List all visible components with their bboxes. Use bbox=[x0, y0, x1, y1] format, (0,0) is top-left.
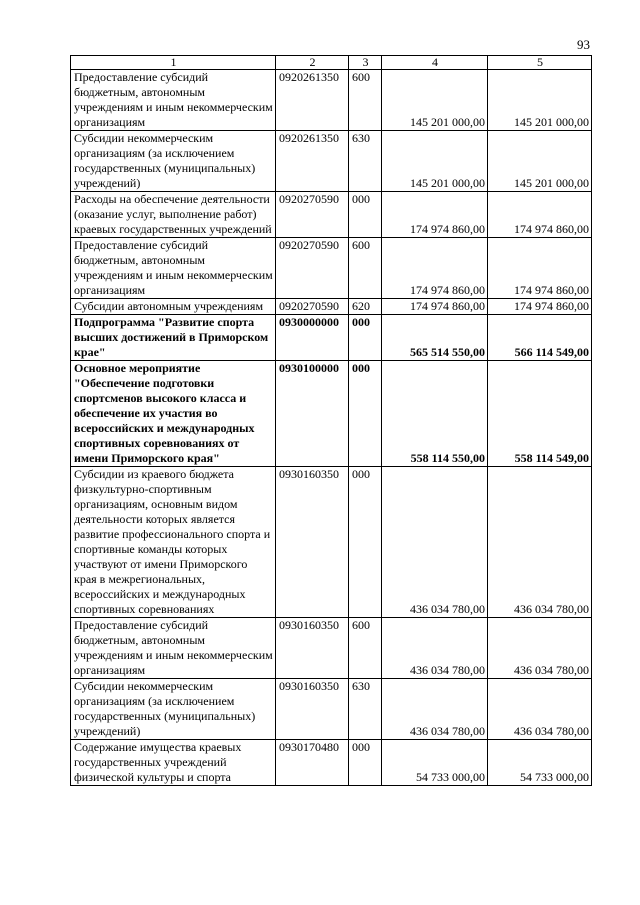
row-type-cell: 600 bbox=[349, 618, 382, 679]
table-row bbox=[71, 192, 592, 238]
row-type-cell: 620 bbox=[349, 299, 382, 315]
column-header: 4 bbox=[382, 56, 488, 70]
table-row bbox=[71, 315, 592, 361]
row-sum1-cell: 565 514 550,00 bbox=[382, 315, 488, 361]
row-code-cell: 0930100000 bbox=[276, 361, 349, 467]
row-type-cell: 630 bbox=[349, 131, 382, 192]
table-row bbox=[71, 70, 592, 131]
row-name-cell: Предоставление субсидий бюджетным, автономным учреждениям и иным некоммерческим организациям bbox=[71, 70, 276, 131]
row-name-cell: Подпрограмма "Развитие спорта высших достижений в Приморском крае" bbox=[71, 315, 276, 361]
table-row bbox=[71, 131, 592, 192]
table-row bbox=[71, 467, 592, 618]
row-code-cell: 0930160350 bbox=[276, 679, 349, 740]
row-sum2-cell: 174 974 860,00 bbox=[488, 192, 592, 238]
table-row bbox=[71, 679, 592, 740]
row-sum2-cell: 566 114 549,00 bbox=[488, 315, 592, 361]
row-code-cell: 0920270590 bbox=[276, 299, 349, 315]
row-type-cell: 600 bbox=[349, 238, 382, 299]
row-type-cell: 000 bbox=[349, 315, 382, 361]
table-row bbox=[71, 238, 592, 299]
row-sum1-cell: 174 974 860,00 bbox=[382, 238, 488, 299]
table-row bbox=[71, 361, 592, 467]
row-sum1-cell: 436 034 780,00 bbox=[382, 618, 488, 679]
row-sum1-cell: 436 034 780,00 bbox=[382, 679, 488, 740]
row-code-cell: 0920261350 bbox=[276, 70, 349, 131]
row-sum2-cell: 174 974 860,00 bbox=[488, 299, 592, 315]
table-row bbox=[71, 299, 592, 315]
column-header: 3 bbox=[349, 56, 382, 70]
row-code-cell: 0930000000 bbox=[276, 315, 349, 361]
table-header-row bbox=[71, 56, 592, 70]
row-sum2-cell: 145 201 000,00 bbox=[488, 70, 592, 131]
row-sum2-cell: 436 034 780,00 bbox=[488, 618, 592, 679]
row-sum1-cell: 174 974 860,00 bbox=[382, 299, 488, 315]
row-code-cell: 0930160350 bbox=[276, 467, 349, 618]
column-header: 1 bbox=[71, 56, 276, 70]
row-type-cell: 000 bbox=[349, 467, 382, 618]
row-code-cell: 0920270590 bbox=[276, 238, 349, 299]
row-sum1-cell: 436 034 780,00 bbox=[382, 467, 488, 618]
row-sum2-cell: 436 034 780,00 bbox=[488, 467, 592, 618]
row-name-cell: Субсидии из краевого бюджета физкультурно-спортивным организациям, основным видом деятельности которых является развитие профессионального спорта и спортивные команды которых участвуют от имени Приморского края в межрегиональных, всероссийских и международных спортивных соревнованиях bbox=[71, 467, 276, 618]
row-sum2-cell: 436 034 780,00 bbox=[488, 679, 592, 740]
row-sum1-cell: 145 201 000,00 bbox=[382, 131, 488, 192]
row-name-cell: Содержание имущества краевых государственных учреждений физической культуры и спорта bbox=[71, 740, 276, 786]
row-name-cell: Субсидии автономным учреждениям bbox=[71, 299, 276, 315]
row-type-cell: 000 bbox=[349, 740, 382, 786]
table-row bbox=[71, 618, 592, 679]
column-header: 2 bbox=[276, 56, 349, 70]
row-code-cell: 0930170480 bbox=[276, 740, 349, 786]
row-type-cell: 630 bbox=[349, 679, 382, 740]
row-name-cell: Предоставление субсидий бюджетным, автономным учреждениям и иным некоммерческим организациям bbox=[71, 238, 276, 299]
row-code-cell: 0920261350 bbox=[276, 131, 349, 192]
row-type-cell: 000 bbox=[349, 192, 382, 238]
row-sum1-cell: 174 974 860,00 bbox=[382, 192, 488, 238]
row-code-cell: 0930160350 bbox=[276, 618, 349, 679]
row-name-cell: Расходы на обеспечение деятельности (оказание услуг, выполнение работ) краевых государственных учреждений bbox=[71, 192, 276, 238]
row-name-cell: Субсидии некоммерческим организациям (за исключением государственных (муниципальных) учреждений) bbox=[71, 679, 276, 740]
row-type-cell: 600 bbox=[349, 70, 382, 131]
row-type-cell: 000 bbox=[349, 361, 382, 467]
row-sum2-cell: 54 733 000,00 bbox=[488, 740, 592, 786]
row-sum2-cell: 174 974 860,00 bbox=[488, 238, 592, 299]
row-sum2-cell: 558 114 549,00 bbox=[488, 361, 592, 467]
row-sum1-cell: 54 733 000,00 bbox=[382, 740, 488, 786]
row-code-cell: 0920270590 bbox=[276, 192, 349, 238]
column-header: 5 bbox=[488, 56, 592, 70]
row-name-cell: Предоставление субсидий бюджетным, автономным учреждениям и иным некоммерческим организациям bbox=[71, 618, 276, 679]
row-sum2-cell: 145 201 000,00 bbox=[488, 131, 592, 192]
row-name-cell: Основное мероприятие "Обеспечение подготовки спортсменов высокого класса и обеспечение их участия во всероссийских и международных спортивных соревнованиях от имени Приморского края" bbox=[71, 361, 276, 467]
row-sum1-cell: 558 114 550,00 bbox=[382, 361, 488, 467]
budget-table bbox=[70, 55, 592, 786]
row-name-cell: Субсидии некоммерческим организациям (за исключением государственных (муниципальных) учреждений) bbox=[71, 131, 276, 192]
row-sum1-cell: 145 201 000,00 bbox=[382, 70, 488, 131]
table-row bbox=[71, 740, 592, 786]
page-number: 93 bbox=[577, 37, 590, 52]
